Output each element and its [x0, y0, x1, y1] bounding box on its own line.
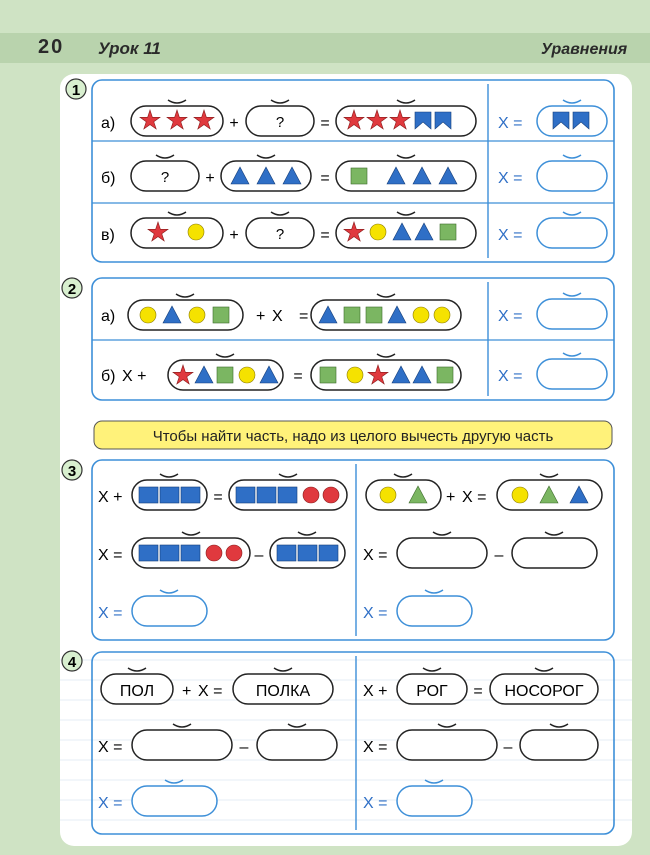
- yellow-circle: [512, 487, 528, 503]
- task1-b-answer[interactable]: [537, 161, 607, 191]
- yellow-circle: [188, 224, 204, 240]
- task1-c-part1: [131, 218, 223, 248]
- task2-b-answer[interactable]: [537, 359, 607, 389]
- equals-sign: =: [213, 489, 223, 506]
- task1-a-answer[interactable]: [537, 106, 607, 136]
- green-square: [217, 367, 233, 383]
- topic-title: Уравнения: [541, 41, 628, 58]
- blue-rectangle: [160, 487, 179, 503]
- green-square: [437, 367, 453, 383]
- x-equals: X =: [498, 115, 523, 132]
- plus-sign: +: [256, 308, 266, 325]
- blue-rectangle: [139, 545, 158, 561]
- minus-sign: –: [503, 739, 513, 756]
- task1-row-a-label: а): [101, 115, 116, 132]
- x-equals: X =: [363, 605, 388, 622]
- green-square: [366, 307, 382, 323]
- task1-row-c-label: в): [101, 227, 115, 244]
- plus-sign: +: [205, 170, 215, 187]
- task4-number: 4: [67, 654, 77, 671]
- x-equals: X =: [462, 489, 487, 506]
- plus-sign: +: [446, 489, 456, 506]
- green-square: [344, 307, 360, 323]
- x-plus: X +: [98, 489, 123, 506]
- green-square: [440, 224, 456, 240]
- blue-rectangle: [236, 487, 255, 503]
- equals-sign: =: [299, 308, 309, 325]
- x-equals: X =: [363, 547, 388, 564]
- minus-sign: –: [494, 547, 504, 564]
- x-equals: X =: [98, 547, 123, 564]
- question-mark: ?: [275, 226, 285, 243]
- x-equals: X =: [98, 605, 123, 622]
- word-nosorog: НОСОРОГ: [504, 683, 584, 700]
- blue-rectangle: [278, 487, 297, 503]
- task2-row-b-label: б): [101, 368, 116, 385]
- blue-rectangle: [277, 545, 296, 561]
- green-square: [320, 367, 336, 383]
- yellow-circle: [189, 307, 205, 323]
- x-equals: X =: [498, 227, 523, 244]
- equals-sign: =: [320, 170, 330, 187]
- task4-r-subtrahend[interactable]: [520, 730, 598, 760]
- x-equals: X =: [363, 795, 388, 812]
- question-mark: ?: [160, 169, 170, 186]
- blue-rectangle: [160, 545, 179, 561]
- yellow-circle: [434, 307, 450, 323]
- x-plus: X +: [122, 368, 147, 385]
- x-equals: X =: [498, 308, 523, 325]
- green-square: [351, 168, 367, 184]
- task4-r-answer[interactable]: [397, 786, 472, 816]
- x-equals: X =: [198, 683, 223, 700]
- task1-row-b-label: б): [101, 170, 116, 187]
- yellow-circle: [347, 367, 363, 383]
- equals-sign: =: [293, 368, 303, 385]
- yellow-circle: [413, 307, 429, 323]
- red-circle: [226, 545, 242, 561]
- task2-number: 2: [67, 281, 77, 298]
- yellow-circle: [380, 487, 396, 503]
- x-equals: X =: [98, 795, 123, 812]
- task1-c-answer[interactable]: [537, 218, 607, 248]
- red-circle: [303, 487, 319, 503]
- minus-sign: –: [254, 547, 264, 564]
- task2-row-a-label: а): [101, 308, 116, 325]
- blue-rectangle: [181, 487, 200, 503]
- blue-rectangle: [319, 545, 338, 561]
- blue-rectangle: [181, 545, 200, 561]
- equals-sign: =: [320, 115, 330, 132]
- lesson-title: Урок 11: [98, 39, 161, 58]
- equals-sign: =: [320, 227, 330, 244]
- task3-r-part: [366, 480, 441, 510]
- task4-l-answer[interactable]: [132, 786, 217, 816]
- task3-r-subtrahend[interactable]: [512, 538, 597, 568]
- task2-a-answer[interactable]: [537, 299, 607, 329]
- green-square: [213, 307, 229, 323]
- blue-rectangle: [139, 487, 158, 503]
- x-unknown: X: [272, 308, 283, 325]
- yellow-circle: [239, 367, 255, 383]
- plus-sign: +: [182, 683, 192, 700]
- task1-number: 1: [71, 82, 81, 99]
- plus-sign: +: [229, 115, 239, 132]
- yellow-circle: [140, 307, 156, 323]
- page-number: 20: [38, 36, 65, 58]
- blue-rectangle: [257, 487, 276, 503]
- task3-number: 3: [67, 463, 77, 480]
- task4-l-subtrahend[interactable]: [257, 730, 337, 760]
- x-equals: X =: [498, 368, 523, 385]
- red-circle: [323, 487, 339, 503]
- plus-sign: +: [229, 227, 239, 244]
- word-rog: РОГ: [416, 683, 448, 700]
- task3-r-answer[interactable]: [397, 596, 472, 626]
- task4-l-minuend[interactable]: [132, 730, 232, 760]
- question-mark: ?: [275, 114, 285, 131]
- minus-sign: –: [239, 739, 249, 756]
- blue-rectangle: [298, 545, 317, 561]
- x-plus: X +: [363, 683, 388, 700]
- task3-r-minuend[interactable]: [397, 538, 487, 568]
- x-equals: X =: [98, 739, 123, 756]
- task4-r-minuend[interactable]: [397, 730, 497, 760]
- equals-sign: =: [473, 683, 483, 700]
- word-polka: ПОЛКА: [255, 683, 311, 700]
- x-equals: X =: [363, 739, 388, 756]
- word-pol: ПОЛ: [119, 683, 155, 700]
- task3-l-answer[interactable]: [132, 596, 207, 626]
- rule-text: Чтобы найти часть, надо из целого вычесть другую часть: [152, 428, 554, 445]
- x-equals: X =: [498, 170, 523, 187]
- red-circle: [206, 545, 222, 561]
- yellow-circle: [370, 224, 386, 240]
